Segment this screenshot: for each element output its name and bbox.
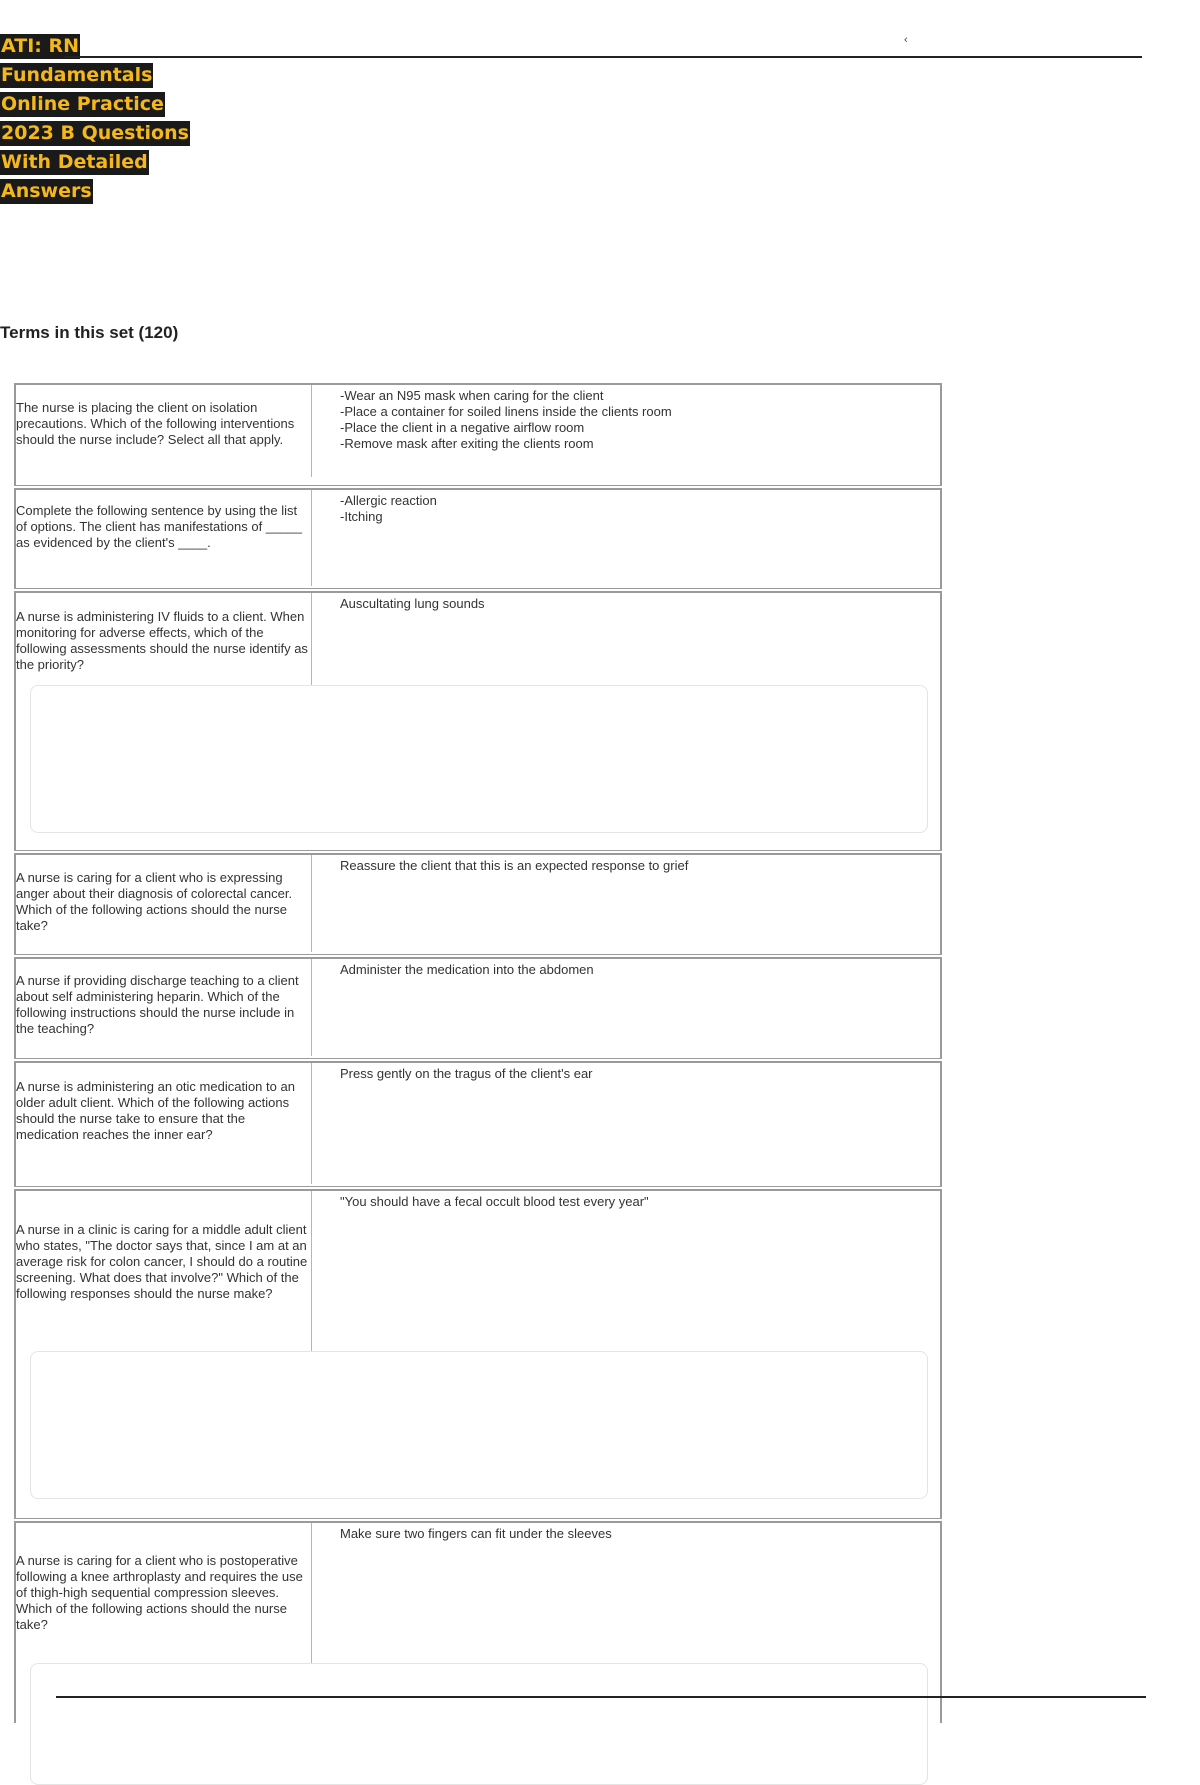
set-heading: Terms in this set (120) xyxy=(0,323,179,342)
card-divider xyxy=(311,490,312,586)
title-line-5: With Detailed xyxy=(1,151,148,173)
answer-line: -Remove mask after exiting the clients room xyxy=(340,436,594,451)
flashcard[interactable] xyxy=(14,853,942,955)
answer-line: Administer the medication into the abdomen xyxy=(340,962,594,977)
answer-line: Press gently on the tragus of the client's ear xyxy=(340,1066,593,1081)
card-question: Complete the following sentence by using the list of options. The client has manifestations of _____ as evidenced by the client's ____. xyxy=(16,503,302,550)
card-divider xyxy=(311,593,312,685)
card-answer xyxy=(340,596,930,612)
card-question: A nurse is administering IV fluids to a client. When monitoring for adverse effects, which of the following assessments should the nurse identify as the priority? xyxy=(16,609,308,672)
title-line-2: Fundamentals xyxy=(1,64,153,86)
title-line-3: Online Practice xyxy=(1,93,164,115)
card-question: A nurse if providing discharge teaching to a client about self administering heparin. Which of the following instructions should the nurse include in the teaching? xyxy=(16,973,299,1036)
corner-mark: ‹ xyxy=(904,34,908,46)
card-question: A nurse is administering an otic medication to an older adult client. Which of the following actions should the nurse take to ensure that the medication reaches the inner ear? xyxy=(16,1079,295,1142)
header-rule xyxy=(64,56,1142,58)
answer-line: -Wear an N95 mask when caring for the client xyxy=(340,388,604,403)
blank-placeholder-box xyxy=(30,1663,928,1785)
answer-line: "You should have a fecal occult blood test every year" xyxy=(340,1194,649,1209)
title-line-6: Answers xyxy=(1,180,92,202)
card-answer xyxy=(340,1066,930,1082)
card-divider xyxy=(311,1523,312,1663)
card-answer xyxy=(340,962,930,978)
card-divider xyxy=(311,855,312,952)
card-answer xyxy=(340,1194,930,1210)
answer-line: Auscultating lung sounds xyxy=(340,596,485,611)
card-answer xyxy=(340,858,930,874)
footer-rule xyxy=(56,1696,1146,1698)
card-divider xyxy=(311,1063,312,1184)
card-question: A nurse is caring for a client who is postoperative following a knee arthroplasty and requires the use of thigh-high sequential compression sleeves. Which of the following actions should the nurse take? xyxy=(16,1553,303,1632)
card-divider xyxy=(311,959,312,1056)
title-line-4: 2023 B Questions xyxy=(1,122,189,144)
flashcard-table xyxy=(14,383,942,1725)
answer-line: -Place a container for soiled linens inside the clients room xyxy=(340,404,672,419)
flashcard[interactable] xyxy=(14,383,942,486)
flashcard[interactable] xyxy=(14,957,942,1059)
flashcard[interactable] xyxy=(14,1061,942,1187)
answer-line: Reassure the client that this is an expected response to grief xyxy=(340,858,689,873)
card-answer xyxy=(340,388,930,452)
card-divider xyxy=(311,385,312,477)
flashcard[interactable] xyxy=(14,488,942,589)
flashcard[interactable] xyxy=(14,1521,942,1723)
answer-line: Make sure two fingers can fit under the sleeves xyxy=(340,1526,612,1541)
card-question: The nurse is placing the client on isolation precautions. Which of the following interventions should the nurse include? Select all that apply. xyxy=(16,400,295,447)
title-line-1: ATI: RN xyxy=(1,35,80,57)
card-answer xyxy=(340,1526,930,1542)
answer-line: -Allergic reaction xyxy=(340,493,437,508)
blank-placeholder-box xyxy=(30,685,928,833)
answer-line: -Place the client in a negative airflow room xyxy=(340,420,585,435)
answer-line: -Itching xyxy=(340,509,383,524)
card-question: A nurse in a clinic is caring for a middle adult client who states, "The doctor says that, since I am at an average risk for colon cancer, I should do a routine screening. What does that involve?" Which of the following responses should the nurse make? xyxy=(16,1222,308,1301)
card-question: A nurse is caring for a client who is expressing anger about their diagnosis of colorectal cancer. Which of the following actions should the nurse take? xyxy=(16,870,293,933)
card-answer xyxy=(340,493,930,525)
card-divider xyxy=(311,1191,312,1351)
document-title xyxy=(0,34,190,208)
blank-placeholder-box xyxy=(30,1351,928,1499)
flashcard[interactable] xyxy=(14,591,942,851)
flashcard[interactable] xyxy=(14,1189,942,1519)
